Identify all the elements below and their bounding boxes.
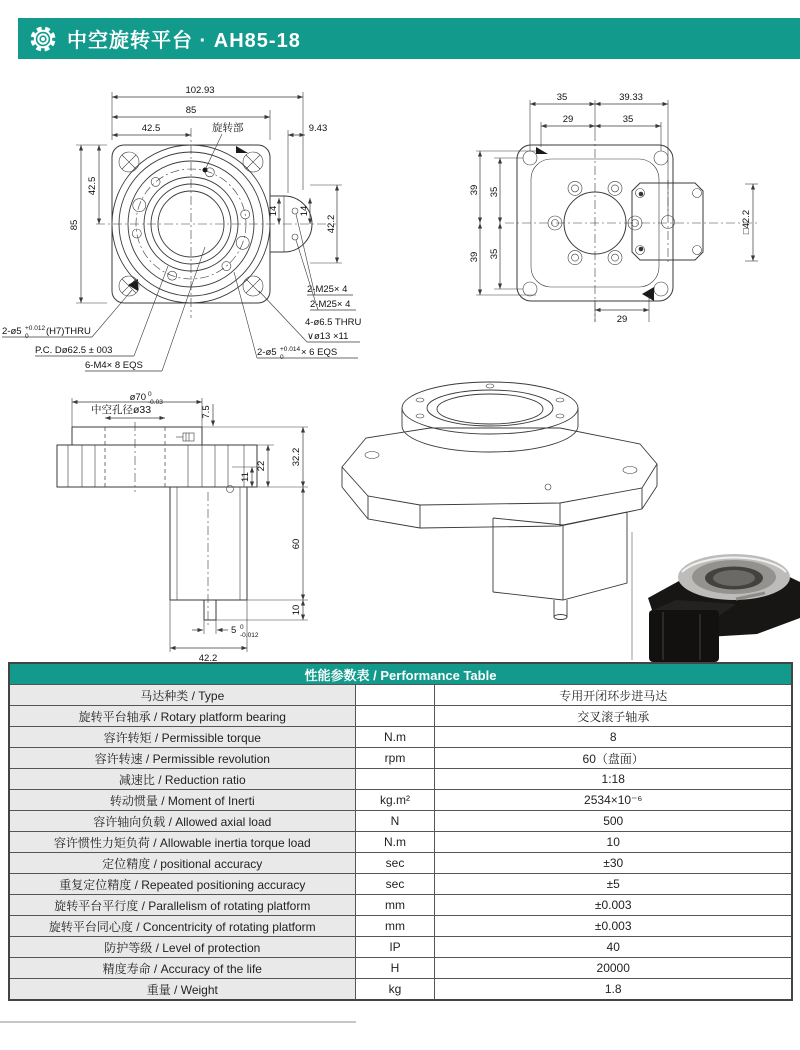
table-row <box>9 706 792 727</box>
spec-value: 专用开闭环步进马达 <box>435 685 792 706</box>
spec-label: 容许惯性力矩负荷 / Allowable inertia torque load <box>9 832 355 853</box>
note-counterbore: ∨ø13 ×11 <box>307 331 349 342</box>
spec-unit: sec <box>355 853 435 874</box>
table-row <box>9 937 792 958</box>
gear-icon <box>28 24 58 54</box>
dim-322: 32.2 <box>291 447 302 467</box>
dim-bottom-29: 29 <box>616 314 628 325</box>
note-thru-hole: 4-ø6.5 THRU <box>305 317 362 328</box>
spec-value: ±0.003 <box>435 895 792 916</box>
dim-10: 10 <box>291 604 302 616</box>
spec-label: 容许转速 / Permissible revolution <box>9 748 355 769</box>
table-row <box>9 748 792 769</box>
table-row <box>9 874 792 895</box>
header-bar <box>18 18 800 59</box>
dim-height-body: 85 <box>69 219 80 231</box>
note-pin-hole: 2-ø5 <box>2 326 22 337</box>
spec-label: 马达种类 / Type <box>9 685 355 706</box>
spec-value: 500 <box>435 811 792 832</box>
dim-22: 22 <box>256 460 267 472</box>
spec-unit: N.m <box>355 727 435 748</box>
spec-unit: kg <box>355 979 435 1001</box>
table-row <box>9 958 792 979</box>
spec-label: 重复定位精度 / Repeated positioning accuracy <box>9 874 355 895</box>
spec-unit: rpm <box>355 748 435 769</box>
front-view <box>2 85 361 371</box>
table-row <box>9 727 792 748</box>
performance-table <box>8 662 793 1001</box>
spec-value: ±30 <box>435 853 792 874</box>
table-row <box>9 790 792 811</box>
dim-shaft-tol-bot: -0.012 <box>240 632 259 639</box>
table-title: 性能参数表 / Performance Table <box>9 663 792 685</box>
spec-value: 2534×10⁻⁶ <box>435 790 792 811</box>
side-view <box>57 391 308 662</box>
dim-left-39a: 39 <box>469 184 480 196</box>
table-row <box>9 979 792 1001</box>
dim-disc-tol-bot: -0.03 <box>148 399 163 406</box>
table-row <box>9 685 792 706</box>
dim-hole-b: 14 <box>299 205 310 217</box>
table-row <box>9 916 792 937</box>
note-pin6-tol-top: +0.014 <box>280 346 301 353</box>
table-row <box>9 895 792 916</box>
dim-width-overall: 102.93 <box>185 85 215 96</box>
spec-unit <box>355 685 435 706</box>
spec-unit: kg.m² <box>355 790 435 811</box>
spec-unit <box>355 769 435 790</box>
spec-label: 重量 / Weight <box>9 979 355 1001</box>
dim-square-422: □42.2 <box>741 209 752 235</box>
dim-disc-dia: ø70 <box>129 392 146 403</box>
bottom-view <box>469 92 758 325</box>
dim-75: 7.5 <box>201 405 212 419</box>
spec-label: 定位精度 / positional accuracy <box>9 853 355 874</box>
note-m4: 6-M4× 8 EQS <box>85 360 143 371</box>
spec-value: 1.8 <box>435 979 792 1001</box>
dim-top-35b: 35 <box>622 114 634 125</box>
spec-label: 容许转矩 / Permissible torque <box>9 727 355 748</box>
spec-unit: H <box>355 958 435 979</box>
table-row <box>9 769 792 790</box>
spec-label: 精度寿命 / Accuracy of the life <box>9 958 355 979</box>
page-title: 中空旋转平台 · AH85-18 <box>67 30 301 52</box>
spec-label: 旋转平台轴承 / Rotary platform bearing <box>9 706 355 727</box>
note-pin6-tol-bot: 0 <box>280 354 284 361</box>
dim-left-35b: 35 <box>489 248 500 260</box>
note-pin-suffix: (H7)THRU <box>46 326 91 337</box>
spec-value: ±0.003 <box>435 916 792 937</box>
dim-offset: 9.43 <box>308 123 328 134</box>
note-pin6: 2-ø5 <box>257 347 277 358</box>
spec-unit: sec <box>355 874 435 895</box>
dim-height-half: 42.5 <box>87 176 98 196</box>
table-row <box>9 811 792 832</box>
dim-top-3933: 39.33 <box>619 92 643 103</box>
note-pcd: P.C. Dø62.5 ± 003 <box>35 345 113 356</box>
dim-left-35a: 35 <box>489 186 500 198</box>
note-pin-tol-bot: 0 <box>25 333 29 340</box>
product-photo <box>631 532 800 662</box>
spec-label: 旋转平台同心度 / Concentricity of rotating platform <box>9 916 355 937</box>
spec-value: 8 <box>435 727 792 748</box>
spec-value: 1:18 <box>435 769 792 790</box>
spec-value: 40 <box>435 937 792 958</box>
dim-width-half: 42.5 <box>141 123 161 134</box>
note-m25-a: 2-M25× 4 <box>307 284 348 295</box>
spec-value: 20000 <box>435 958 792 979</box>
dim-top-29: 29 <box>562 114 574 125</box>
spec-label: 减速比 / Reduction ratio <box>9 769 355 790</box>
footer-divider <box>0 1021 356 1023</box>
spec-value: ±5 <box>435 874 792 895</box>
datum-marker <box>536 147 548 154</box>
spec-value: 交叉滚子轴承 <box>435 706 792 727</box>
spec-unit: N.m <box>355 832 435 853</box>
dim-left-39b: 39 <box>469 251 480 263</box>
table-row <box>9 832 792 853</box>
dim-plate-height: 42.2 <box>326 214 337 234</box>
dim-top-35: 35 <box>556 92 568 103</box>
spec-label: 容许轴向负载 / Allowed axial load <box>9 811 355 832</box>
dim-motor-width: 42.2 <box>198 653 218 662</box>
note-pin-tol-top: +0.012 <box>25 325 46 332</box>
spec-unit: N <box>355 811 435 832</box>
spec-label: 旋转平台平行度 / Parallelism of rotating platform <box>9 895 355 916</box>
hollow-bore-label: 中空孔径ø33 <box>90 404 152 416</box>
dim-shaft-tol-top: 0 <box>240 624 244 631</box>
spec-unit <box>355 706 435 727</box>
dim-disc-tol-top: 0 <box>148 391 152 398</box>
isometric-view <box>342 382 657 620</box>
dim-60: 60 <box>291 538 302 550</box>
spec-unit: IP <box>355 937 435 958</box>
spec-unit: mm <box>355 916 435 937</box>
spec-label: 防护等级 / Level of protection <box>9 937 355 958</box>
rotating-part-label: 旋转部 <box>212 122 244 134</box>
spec-unit: mm <box>355 895 435 916</box>
spec-value: 10 <box>435 832 792 853</box>
dim-hole-a: 14 <box>268 205 279 217</box>
spec-value: 60（盘面） <box>435 748 792 769</box>
technical-drawings <box>0 70 800 662</box>
dim-shaft: 5 <box>231 625 237 636</box>
spec-label: 转动惯量 / Moment of Inerti <box>9 790 355 811</box>
note-m25-b: 2-M25× 4 <box>310 299 351 310</box>
datum-marker <box>236 146 248 153</box>
dim-11: 11 <box>240 472 251 482</box>
datum-marker <box>642 287 654 301</box>
dim-width-body: 85 <box>185 105 197 116</box>
table-row <box>9 853 792 874</box>
note-pin6-suffix: × 6 EQS <box>301 347 338 358</box>
